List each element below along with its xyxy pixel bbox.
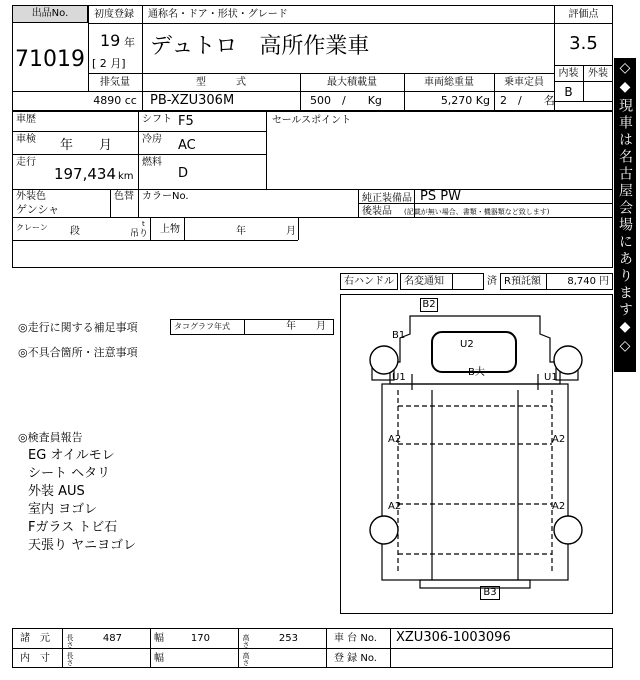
gvw-value: 5,270 Kg [440, 94, 490, 107]
aftermarket-note: (記載が無い場合、書類・機器類など致します) [404, 208, 550, 216]
tachograph-value: 年 月 [286, 321, 326, 332]
inner-width-label: 幅 [154, 653, 164, 664]
inspector-report-label: ◎検査員報告 [18, 431, 83, 444]
model-value: PB-XZU306M [150, 93, 235, 108]
exterior-grade-label: 外装 [588, 68, 608, 79]
lot-label: 出品No. [31, 8, 69, 19]
inner-dims-label: 内 寸 [20, 653, 50, 664]
first-reg-month: [ 2 月] [92, 57, 126, 70]
aftermarket-label: 後装品 [362, 206, 392, 217]
a2-right-upper-marker: A2 [552, 434, 566, 445]
inner-length-label: 長さ [66, 652, 74, 666]
score-value: 3.5 [569, 33, 598, 54]
b3-marker: B3 [483, 587, 497, 598]
height-label: 高さ [242, 634, 250, 648]
inspector-line: Fガラス トビ石 [28, 520, 118, 535]
max-load-label: 最大積載量 [327, 77, 377, 88]
body-color-label: 外装色 [16, 191, 46, 202]
reg-label: 登 録 No. [334, 653, 377, 664]
sales-point-label: セールスポイント [272, 115, 352, 126]
inspector-line: シート ヘタリ [28, 466, 111, 481]
model-label: 型 式 [196, 77, 246, 88]
crane-hook: 吊り [130, 229, 149, 239]
first-reg-year: 19 [100, 31, 121, 50]
color-code-label: カラーNo. [142, 191, 189, 202]
recycle-fee-label: R預託額 [504, 276, 541, 287]
dims-label: 諸 元 [20, 633, 50, 644]
length-label: 長さ [66, 634, 74, 648]
displacement-label: 排気量 [100, 77, 130, 88]
inspector-line: 外装 AUS [28, 484, 85, 499]
fuel-value: D [178, 166, 189, 181]
inspector-line: 室内 ヨゴレ [28, 502, 98, 517]
inspector-line: 天張り ヤニヨゴレ [28, 538, 137, 553]
mileage-value: 197,434 [53, 165, 116, 183]
lot-number: 71019 [15, 47, 85, 72]
width-label: 幅 [154, 633, 164, 644]
score-label: 評価点 [568, 9, 599, 20]
first-reg-label: 初度登録 [94, 9, 134, 20]
tachograph-label: タコグラフ年式 [174, 322, 230, 331]
crane-ton: t [142, 220, 145, 228]
inspector-lines [28, 447, 136, 555]
interior-grade-label: 内装 [558, 68, 579, 79]
vehicle-name: デュトロ 高所作業車 [150, 34, 370, 59]
first-reg-year-unit: 年 [124, 36, 135, 49]
a2-left-upper-marker: A2 [388, 434, 402, 445]
history-label: 車歴 [16, 114, 36, 125]
ac-label: 冷房 [142, 134, 162, 145]
upper-body-value: 年 月 [236, 226, 296, 237]
chassis-value: XZU306-1003096 [396, 630, 511, 645]
truck-outline [340, 294, 613, 614]
u2-marker: U2 [460, 339, 474, 350]
ac-value: AC [178, 138, 196, 153]
driving-notes-label: ◎走行に関する補足事項 [18, 321, 138, 334]
b-large-marker: B大 [468, 367, 485, 378]
u1-left-marker: U1 [392, 372, 406, 383]
inspector-line: EG オイルモレ [28, 448, 115, 463]
recycle-fee-unit: 円 [599, 276, 609, 287]
chassis-label: 車 台 No. [334, 633, 377, 644]
recycle-fee-value: 8,740 [567, 276, 596, 287]
max-load-value: 500 / Kg [310, 94, 382, 107]
a2-right-lower-marker: A2 [552, 501, 566, 512]
std-equip-label: 純正装備品 [362, 193, 412, 204]
name-change-label: 名変通知 [404, 276, 444, 287]
vehicle-name-label: 通称名・ドア・形状・グレード [148, 9, 288, 20]
shift-value: F5 [178, 114, 194, 129]
interior-grade-value: B [564, 85, 573, 99]
inspection-value: 年 月 [60, 138, 113, 153]
b1-marker: B1 [392, 330, 406, 341]
mileage-unit: km [118, 171, 134, 182]
defects-label: ◎不具合箇所・注意事項 [18, 346, 138, 359]
inspection-label: 車検 [16, 134, 36, 145]
length-value: 487 [102, 633, 122, 644]
gvw-label: 車両総重量 [424, 77, 474, 88]
width-value: 170 [190, 633, 210, 644]
crane-stage: 段 [70, 226, 80, 237]
b2-marker: B2 [422, 299, 436, 310]
a2-left-lower-marker: A2 [388, 501, 402, 512]
crane-label: クレーン [16, 223, 48, 232]
std-equip-value: PS PW [420, 189, 461, 204]
upper-body-label: 上物 [160, 224, 180, 235]
capacity-value: 2 / 名 [500, 94, 555, 107]
rhd-label: 右ハンドル [344, 276, 394, 287]
color-change-label: 色替 [114, 191, 134, 202]
body-color-value: ゲンシャ [16, 203, 60, 216]
fuel-label: 燃料 [142, 157, 162, 168]
u1-right-marker: U1 [544, 372, 558, 383]
recycle-done-label: 済 [487, 276, 497, 287]
mileage-label: 走行 [16, 157, 36, 168]
shift-label: シフト [142, 114, 172, 125]
side-banner-text: ◇◆現車は名古屋会場にあります◆◇ [617, 60, 633, 357]
displacement-value: 4890 cc [93, 94, 137, 107]
height-value: 253 [278, 633, 298, 644]
inner-height-label: 高さ [242, 652, 250, 666]
capacity-label: 乗車定員 [504, 77, 544, 88]
